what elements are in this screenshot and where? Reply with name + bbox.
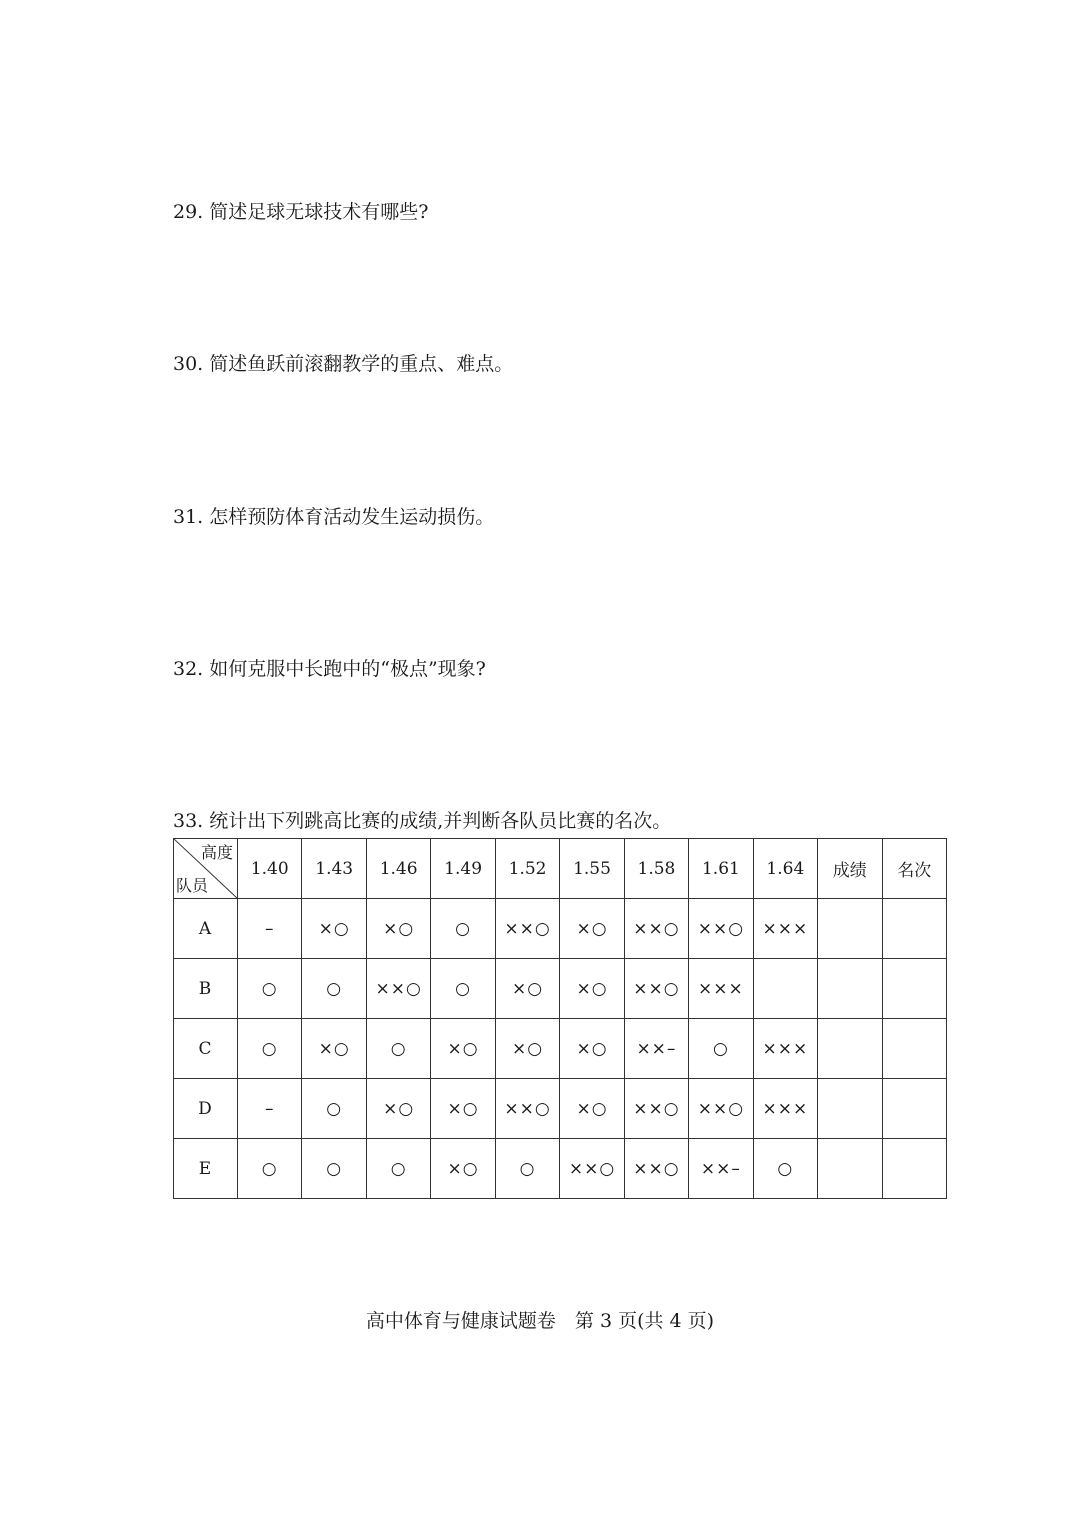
- attempt-cell: ××○: [624, 1079, 688, 1139]
- attempt-cell: ××–: [689, 1139, 753, 1199]
- attempt-cell: ××○: [624, 899, 688, 959]
- attempt-cell: ○: [689, 1019, 753, 1079]
- question-32: 32. 如何克服中长跑中的“极点”现象?: [173, 658, 486, 680]
- page-footer: 高中体育与健康试题卷 第 3 页(共 4 页): [365, 1310, 715, 1332]
- rank-cell: [882, 959, 946, 1019]
- attempt-cell: ○: [753, 1139, 817, 1199]
- attempt-cell: ○: [238, 1139, 302, 1199]
- attempt-cell: ××○: [689, 1079, 753, 1139]
- height-header-cell: 1.52: [495, 839, 559, 899]
- score-cell: [818, 899, 882, 959]
- rank-cell: [882, 1139, 946, 1199]
- question-29: 29. 简述足球无球技术有哪些?: [173, 201, 429, 223]
- attempt-cell: ×○: [431, 1079, 495, 1139]
- attempt-cell: ×○: [431, 1139, 495, 1199]
- attempt-cell: ××–: [624, 1019, 688, 1079]
- attempt-cell: ×○: [495, 1019, 559, 1079]
- attempt-cell: ○: [238, 1019, 302, 1079]
- score-cell: [818, 1139, 882, 1199]
- attempt-cell: ○: [366, 1139, 430, 1199]
- score-header-cell: 成绩: [818, 839, 882, 899]
- attempt-cell: ×○: [560, 959, 624, 1019]
- player-name-cell: E: [174, 1139, 238, 1199]
- player-name-cell: A: [174, 899, 238, 959]
- corner-header-cell: [174, 839, 238, 899]
- table-row: [174, 1079, 947, 1139]
- corner-label-height: 高度: [200, 843, 233, 862]
- attempt-cell: ××○: [624, 959, 688, 1019]
- attempt-cell: ××○: [560, 1139, 624, 1199]
- player-name-cell: D: [174, 1079, 238, 1139]
- player-name-cell: B: [174, 959, 238, 1019]
- attempt-cell: ××○: [366, 959, 430, 1019]
- attempt-cell: ○: [431, 899, 495, 959]
- attempt-cell: ×○: [302, 1019, 366, 1079]
- attempt-cell: ○: [302, 1079, 366, 1139]
- table-row: [174, 1139, 947, 1199]
- player-name-cell: C: [174, 1019, 238, 1079]
- attempt-cell: ×○: [560, 1079, 624, 1139]
- attempt-cell: ○: [366, 1019, 430, 1079]
- attempt-cell: ×○: [302, 899, 366, 959]
- attempt-cell: ×××: [753, 1079, 817, 1139]
- attempt-cell: ○: [495, 1139, 559, 1199]
- attempt-cell: ○: [302, 1139, 366, 1199]
- attempt-cell: ×××: [753, 899, 817, 959]
- question-31: 31. 怎样预防体育活动发生运动损伤。: [173, 506, 495, 528]
- attempt-cell: ×○: [366, 899, 430, 959]
- rank-cell: [882, 1079, 946, 1139]
- height-header-cell: 1.46: [366, 839, 430, 899]
- height-header-cell: 1.40: [238, 839, 302, 899]
- attempt-cell: ×○: [560, 1019, 624, 1079]
- attempt-cell: ×××: [753, 1019, 817, 1079]
- height-header-cell: 1.61: [689, 839, 753, 899]
- score-cell: [818, 1079, 882, 1139]
- height-header-cell: 1.55: [560, 839, 624, 899]
- attempt-cell: ××○: [495, 1079, 559, 1139]
- table-row: [174, 1019, 947, 1079]
- attempt-cell: ×○: [495, 959, 559, 1019]
- rank-header-cell: 名次: [882, 839, 946, 899]
- score-cell: [818, 959, 882, 1019]
- attempt-cell: ○: [431, 959, 495, 1019]
- score-cell: [818, 1019, 882, 1079]
- corner-label-player: 队员: [176, 876, 209, 895]
- attempt-cell: ××○: [689, 899, 753, 959]
- high-jump-results-table: [173, 838, 947, 1199]
- table-body: [174, 899, 947, 1199]
- height-header-cell: 1.43: [302, 839, 366, 899]
- attempt-cell: ×○: [366, 1079, 430, 1139]
- attempt-cell: ×○: [560, 899, 624, 959]
- attempt-cell: –: [238, 1079, 302, 1139]
- attempt-cell: ×○: [431, 1019, 495, 1079]
- rank-cell: [882, 899, 946, 959]
- attempt-cell: ××○: [624, 1139, 688, 1199]
- attempt-cell: ××○: [495, 899, 559, 959]
- question-30: 30. 简述鱼跃前滚翻教学的重点、难点。: [173, 353, 514, 375]
- attempt-cell: ○: [238, 959, 302, 1019]
- table-row: [174, 959, 947, 1019]
- height-header-cell: 1.64: [753, 839, 817, 899]
- attempt-cell: [753, 959, 817, 1019]
- attempt-cell: –: [238, 899, 302, 959]
- question-33: 33. 统计出下列跳高比赛的成绩,并判断各队员比赛的名次。: [173, 810, 672, 832]
- height-header-cell: 1.58: [624, 839, 688, 899]
- height-header-cell: 1.49: [431, 839, 495, 899]
- attempt-cell: ○: [302, 959, 366, 1019]
- attempt-cell: ×××: [689, 959, 753, 1019]
- table-header-row: [174, 839, 947, 899]
- table-row: [174, 899, 947, 959]
- rank-cell: [882, 1019, 946, 1079]
